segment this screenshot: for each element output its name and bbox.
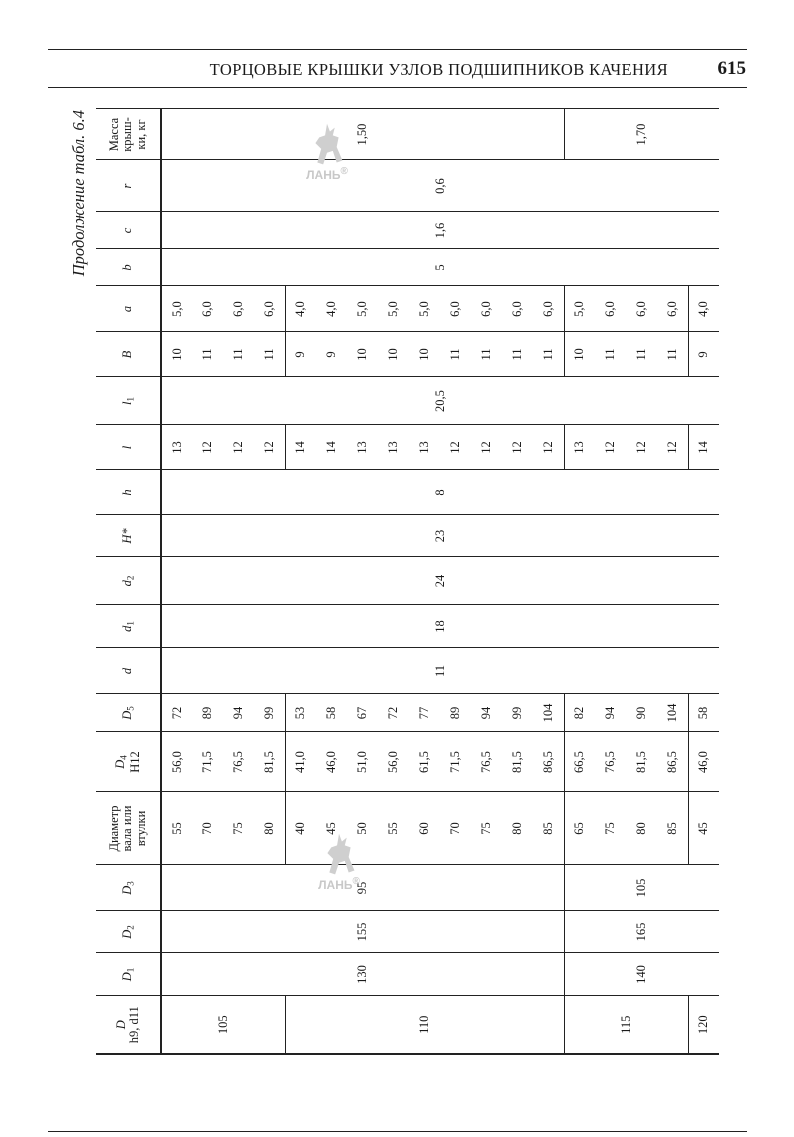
cell-l: 12 — [626, 425, 657, 470]
cell-D2: 155 — [161, 911, 564, 953]
watermark-mark: ® — [352, 876, 360, 887]
cell-D4: 71,5 — [192, 732, 223, 792]
col-header-B: B — [96, 332, 161, 377]
col-header-c: c — [96, 212, 161, 249]
cell-D5: 67 — [347, 694, 378, 732]
cell-D5: 72 — [378, 694, 409, 732]
cell-a: 5,0 — [347, 286, 378, 332]
cell-D5: 94 — [471, 694, 502, 732]
cell-D: 120 — [688, 996, 719, 1054]
col-header-a: a — [96, 286, 161, 332]
cell-D5: 58 — [316, 694, 347, 732]
cell-D2: 165 — [564, 911, 719, 953]
cell-d1: 18 — [161, 605, 719, 648]
cell-a: 6,0 — [471, 286, 502, 332]
cell-a: 4,0 — [285, 286, 316, 332]
cell-shaft: 75 — [471, 792, 502, 865]
cell-shaft: 45 — [316, 792, 347, 865]
cell-a: 5,0 — [161, 286, 192, 332]
cell-a: 6,0 — [595, 286, 626, 332]
cell-shaft: 55 — [378, 792, 409, 865]
cell-a: 6,0 — [626, 286, 657, 332]
col-header-b: b — [96, 249, 161, 286]
cell-a: 6,0 — [502, 286, 533, 332]
cell-B: 10 — [564, 332, 595, 377]
cell-l: 12 — [192, 425, 223, 470]
bottom-rule — [48, 1131, 747, 1132]
table-caption: Продолжение табл. 6.4 — [69, 110, 88, 277]
cell-l: 12 — [502, 425, 533, 470]
cell-D4: 71,5 — [440, 732, 471, 792]
cell-D4: 56,0 — [378, 732, 409, 792]
cell-B: 9 — [285, 332, 316, 377]
cell-shaft: 70 — [192, 792, 223, 865]
cell-B: 11 — [440, 332, 471, 377]
col-header-d1: $d_1$ — [96, 605, 161, 648]
cell-B: 11 — [254, 332, 285, 377]
cell-D4: 46,0 — [688, 732, 719, 792]
cell-a: 6,0 — [254, 286, 285, 332]
cell-D4: 76,5 — [595, 732, 626, 792]
cell-l: 13 — [347, 425, 378, 470]
running-header-title: ТОРЦОВЫЕ КРЫШКИ УЗЛОВ ПОДШИПНИКОВ КАЧЕНИЯ — [209, 60, 668, 79]
cell-l: 12 — [471, 425, 502, 470]
cell-D: 115 — [564, 996, 688, 1054]
col-header-r: r — [96, 160, 161, 212]
cell-D5: 89 — [440, 694, 471, 732]
cell-shaft: 80 — [626, 792, 657, 865]
dimensions-table — [96, 109, 719, 1056]
cell-D5: 77 — [409, 694, 440, 732]
cell-mass: 1,50 — [161, 109, 564, 160]
cell-shaft: 75 — [223, 792, 254, 865]
cell-D5: 89 — [192, 694, 223, 732]
cell-b: 5 — [161, 249, 719, 286]
cell-l: 12 — [223, 425, 254, 470]
cell-D: 105 — [161, 996, 285, 1054]
cell-D5: 72 — [161, 694, 192, 732]
cell-B: 11 — [223, 332, 254, 377]
cell-shaft: 70 — [440, 792, 471, 865]
cell-l: 12 — [657, 425, 688, 470]
cell-B: 10 — [161, 332, 192, 377]
cell-a: 6,0 — [440, 286, 471, 332]
cell-D4: 81,5 — [502, 732, 533, 792]
cell-a: 5,0 — [409, 286, 440, 332]
page-number: 615 — [717, 58, 746, 79]
cell-D4: 61,5 — [409, 732, 440, 792]
cell-D: 110 — [285, 996, 564, 1054]
cell-D5: 94 — [223, 694, 254, 732]
cell-l: 14 — [316, 425, 347, 470]
col-header-D4: $D_4$ H12 — [96, 732, 161, 792]
cell-D4: 46,0 — [316, 732, 347, 792]
cell-B: 11 — [657, 332, 688, 377]
cell-shaft: 85 — [657, 792, 688, 865]
col-header-mass: Масса крыш-ки, кг — [96, 109, 161, 160]
cell-l: 13 — [378, 425, 409, 470]
cell-D4: 81,5 — [254, 732, 285, 792]
cell-D4: 86,5 — [657, 732, 688, 792]
cell-D3: 95 — [161, 865, 564, 911]
cell-l: 13 — [409, 425, 440, 470]
top-rule — [48, 49, 747, 50]
cell-D5: 82 — [564, 694, 595, 732]
col-header-H: H* — [96, 515, 161, 557]
cell-l: 13 — [564, 425, 595, 470]
cell-D1: 140 — [564, 953, 719, 996]
cell-D4: 51,0 — [347, 732, 378, 792]
cell-a: 5,0 — [378, 286, 409, 332]
cell-a: 5,0 — [564, 286, 595, 332]
cell-B: 9 — [688, 332, 719, 377]
cell-B: 11 — [192, 332, 223, 377]
cell-a: 4,0 — [316, 286, 347, 332]
cell-D5: 94 — [595, 694, 626, 732]
cell-a: 6,0 — [533, 286, 564, 332]
cell-D4: 66,5 — [564, 732, 595, 792]
cell-H: 23 — [161, 515, 719, 557]
cell-r: 0,6 — [161, 160, 719, 212]
col-header-D2: $D_2$ — [96, 911, 161, 953]
cell-shaft: 45 — [688, 792, 719, 865]
cell-D3: 105 — [564, 865, 719, 911]
cell-D4: 81,5 — [626, 732, 657, 792]
watermark-logo — [298, 118, 356, 182]
header-row — [96, 109, 161, 1054]
col-header-l: l — [96, 425, 161, 470]
cell-D5: 104 — [657, 694, 688, 732]
cell-shaft: 85 — [533, 792, 564, 865]
cell-shaft: 40 — [285, 792, 316, 865]
header-rule — [48, 87, 747, 88]
table-row — [161, 109, 192, 1054]
cell-l: 14 — [688, 425, 719, 470]
cell-D5: 104 — [533, 694, 564, 732]
cell-d: 11 — [161, 648, 719, 694]
cell-l: 13 — [161, 425, 192, 470]
col-header-D5: $D_5$ — [96, 694, 161, 732]
cell-a: 6,0 — [657, 286, 688, 332]
cell-D1: 130 — [161, 953, 564, 996]
col-header-l1: $l_1$ — [96, 377, 161, 425]
watermark-text: ЛАНЬ — [306, 168, 341, 182]
col-header-d: d — [96, 648, 161, 694]
cell-D5: 90 — [626, 694, 657, 732]
cell-D4: 41,0 — [285, 732, 316, 792]
cell-B: 10 — [378, 332, 409, 377]
cell-l: 14 — [285, 425, 316, 470]
cell-c: 1,6 — [161, 212, 719, 249]
cell-D5: 53 — [285, 694, 316, 732]
rotated-table-area — [69, 110, 719, 1055]
cell-mass: 1,70 — [564, 109, 719, 160]
cell-h: 8 — [161, 470, 719, 515]
cell-B: 9 — [316, 332, 347, 377]
cell-B: 11 — [533, 332, 564, 377]
cell-d2: 24 — [161, 557, 719, 605]
cell-l: 12 — [533, 425, 564, 470]
col-header-D: D h9, d11 — [96, 996, 161, 1054]
cell-l: 12 — [440, 425, 471, 470]
cell-shaft: 80 — [254, 792, 285, 865]
cell-B: 11 — [471, 332, 502, 377]
cell-l: 12 — [595, 425, 626, 470]
cell-a: 4,0 — [688, 286, 719, 332]
cell-shaft: 60 — [409, 792, 440, 865]
cell-l: 12 — [254, 425, 285, 470]
cell-B: 10 — [409, 332, 440, 377]
cell-B: 10 — [347, 332, 378, 377]
cell-shaft: 50 — [347, 792, 378, 865]
watermark-text: ЛАНЬ — [318, 878, 353, 892]
cell-shaft: 65 — [564, 792, 595, 865]
cell-a: 6,0 — [192, 286, 223, 332]
col-header-D1: $D_1$ — [96, 953, 161, 996]
col-header-h: h — [96, 470, 161, 515]
cell-D4: 86,5 — [533, 732, 564, 792]
cell-B: 11 — [626, 332, 657, 377]
cell-D5: 99 — [502, 694, 533, 732]
cell-D4: 56,0 — [161, 732, 192, 792]
cell-B: 11 — [502, 332, 533, 377]
watermark-mark: ® — [340, 166, 348, 177]
cell-D4: 76,5 — [223, 732, 254, 792]
col-header-D3: $D_3$ — [96, 865, 161, 911]
cell-shaft: 55 — [161, 792, 192, 865]
cell-a: 6,0 — [223, 286, 254, 332]
cell-D5: 99 — [254, 694, 285, 732]
cell-shaft: 75 — [595, 792, 626, 865]
cell-shaft: 80 — [502, 792, 533, 865]
cell-l1: 20,5 — [161, 377, 719, 425]
cell-B: 11 — [595, 332, 626, 377]
cell-D5: 58 — [688, 694, 719, 732]
cell-D4: 76,5 — [471, 732, 502, 792]
watermark-logo — [310, 828, 368, 892]
col-header-shaft-diameter: Диаметр вала или втулки — [96, 792, 161, 865]
col-header-d2: $d_2$ — [96, 557, 161, 605]
